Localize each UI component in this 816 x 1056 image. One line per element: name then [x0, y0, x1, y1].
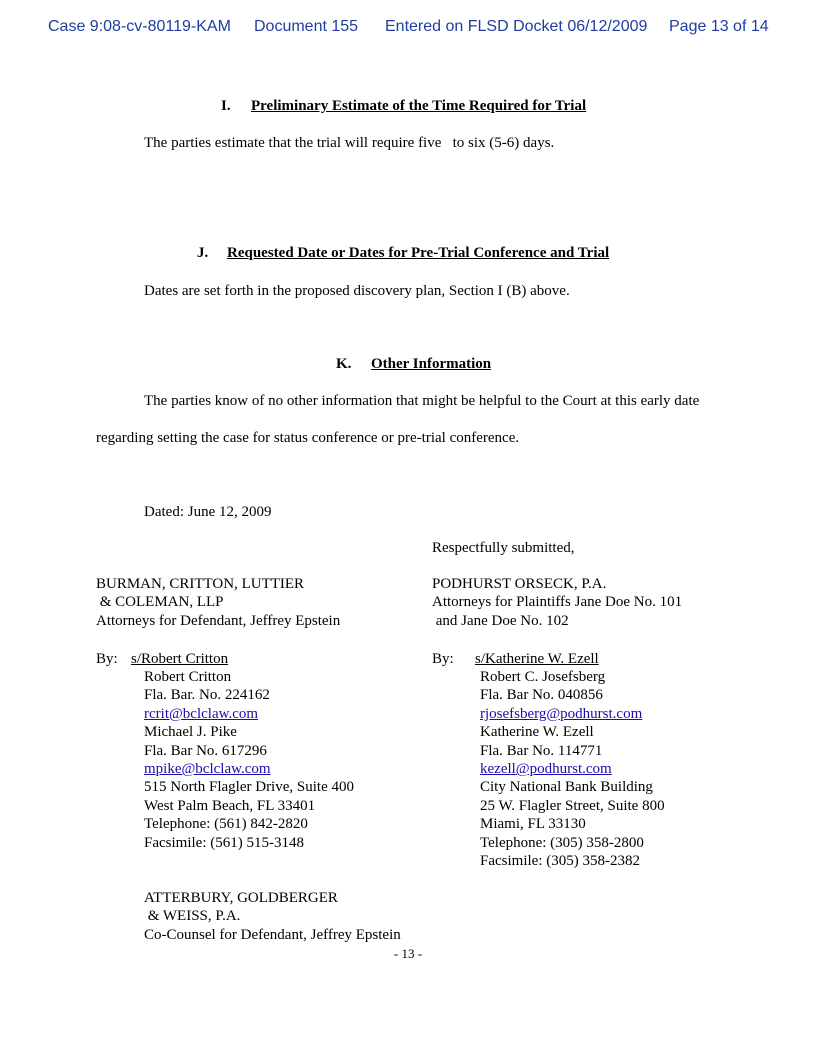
section-i-body: The parties estimate that the trial will require five to six (5-6) days.: [144, 135, 555, 151]
cocounsel-name-line1: ATTERBURY, GOLDBERGER: [144, 890, 338, 906]
right-address3: Miami, FL 33130: [480, 816, 586, 833]
section-i-number: I.: [221, 98, 231, 114]
section-k-body-line1: The parties know of no other information that might be helpful to the Court at this early date: [144, 393, 700, 409]
left-attorney-details: [144, 668, 354, 852]
section-k-body-line2: regarding setting the case for status conference or pre-trial conference.: [96, 430, 520, 446]
page-number: - 13 -: [393, 946, 423, 961]
left-attorney1-email-link[interactable]: rcrit@bclclaw.com: [144, 705, 259, 722]
left-firm-name-line2: & COLEMAN, LLP: [96, 594, 224, 611]
cocounsel-block: [144, 889, 401, 944]
right-firm-block: [432, 575, 682, 630]
right-attorney1-bar: Fla. Bar No. 040856: [480, 687, 603, 704]
section-k-title: Other Information: [371, 356, 492, 372]
docket-entered-date: Entered on FLSD Docket 06/12/2009: [385, 18, 648, 35]
right-attorney2-name: Katherine W. Ezell: [480, 724, 594, 741]
left-attorney2-name: Michael J. Pike: [144, 724, 237, 741]
right-firm-role-line1: Attorneys for Plaintiffs Jane Doe No. 101: [432, 594, 683, 611]
cocounsel-name-line2: & WEISS, P.A.: [144, 908, 241, 925]
dated-line: Dated: June 12, 2009: [144, 504, 272, 520]
left-facsimile: Facsimile: (561) 515-3148: [144, 834, 304, 851]
right-attorney1-name: Robert C. Josefsberg: [480, 669, 606, 685]
right-attorney2-email-link[interactable]: kezell@podhurst.com: [480, 761, 612, 778]
left-attorney1-bar: Fla. Bar. No. 224162: [144, 687, 270, 704]
right-signature: s/Katherine W. Ezell: [475, 651, 599, 667]
right-attorney-details: [480, 668, 665, 870]
left-by-label: By:: [96, 651, 118, 667]
left-attorney2-bar: Fla. Bar No. 617296: [144, 742, 267, 759]
right-address2: 25 W. Flagler Street, Suite 800: [480, 797, 665, 814]
right-by-label: By:: [432, 651, 454, 667]
left-address1: 515 North Flagler Drive, Suite 400: [144, 779, 354, 796]
right-address1: City National Bank Building: [480, 779, 653, 796]
section-k-number: K.: [336, 356, 352, 372]
right-attorney2-bar: Fla. Bar No. 114771: [480, 742, 603, 759]
left-telephone: Telephone: (561) 842-2820: [144, 816, 308, 833]
left-attorney1-name: Robert Critton: [144, 669, 232, 685]
docket-page-count: Page 13 of 14: [669, 18, 769, 35]
left-signature: s/Robert Critton: [131, 651, 229, 667]
section-j-number: J.: [197, 245, 209, 261]
right-firm-role-line2: and Jane Doe No. 102: [432, 612, 569, 629]
left-firm-name-line1: BURMAN, CRITTON, LUTTIER: [96, 576, 305, 592]
section-i-title: Preliminary Estimate of the Time Required for Trial: [251, 98, 587, 114]
section-i-heading: [221, 97, 586, 115]
cocounsel-role: Co-Counsel for Defendant, Jeffrey Epstein: [144, 926, 401, 943]
left-address2: West Palm Beach, FL 33401: [144, 797, 316, 814]
docket-case-number: Case 9:08-cv-80119-KAM: [48, 18, 231, 35]
left-attorney2-email-link[interactable]: mpike@bclclaw.com: [144, 761, 271, 778]
section-j-body: Dates are set forth in the proposed discovery plan, Section I (B) above.: [144, 283, 570, 299]
right-firm-name: PODHURST ORSECK, P.A.: [432, 576, 607, 592]
right-telephone: Telephone: (305) 358-2800: [480, 834, 644, 851]
respectfully-submitted: Respectfully submitted,: [432, 540, 575, 556]
section-j-heading: [197, 244, 609, 262]
docket-document-number: Document 155: [254, 18, 359, 35]
right-attorney1-email-link[interactable]: rjosefsberg@podhurst.com: [480, 705, 643, 722]
section-k-heading: [336, 355, 491, 373]
left-firm-role: Attorneys for Defendant, Jeffrey Epstein: [96, 612, 341, 629]
section-j-title: Requested Date or Dates for Pre-Trial Conference and Trial: [227, 245, 610, 261]
left-firm-block: [96, 575, 340, 630]
right-facsimile: Facsimile: (305) 358-2382: [480, 853, 640, 870]
